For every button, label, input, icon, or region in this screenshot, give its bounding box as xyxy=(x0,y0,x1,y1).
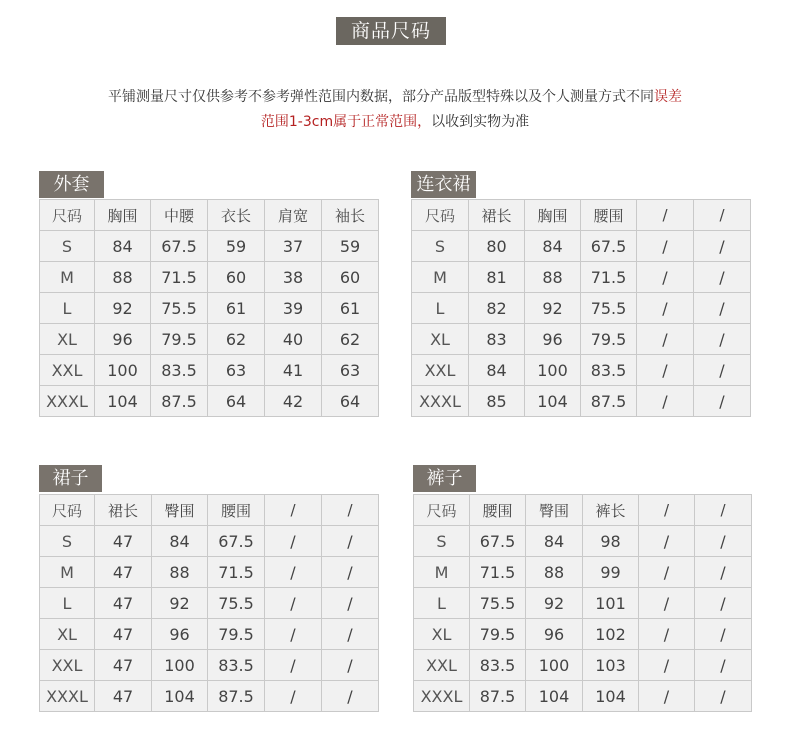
table-header-cell: 胸围 xyxy=(95,200,151,231)
notice-line-1 xyxy=(0,86,790,106)
table-cell: / xyxy=(322,681,379,712)
table-cell: XXL xyxy=(412,355,469,386)
table-header-cell: 腰围 xyxy=(581,200,637,231)
table-row xyxy=(414,557,752,588)
table-cell: 71.5 xyxy=(151,262,208,293)
table-cell: 99 xyxy=(583,557,639,588)
table-cell: / xyxy=(265,588,322,619)
table-row xyxy=(40,588,379,619)
table-cell: 96 xyxy=(152,619,208,650)
table-cell: 63 xyxy=(322,355,379,386)
table-row xyxy=(412,355,751,386)
table-cell: 47 xyxy=(95,681,152,712)
table-cell: / xyxy=(694,231,751,262)
table-cell: 67.5 xyxy=(581,231,637,262)
table-cell: S xyxy=(40,526,95,557)
table-cell: 87.5 xyxy=(208,681,265,712)
table-row xyxy=(412,262,751,293)
table-cell: 83.5 xyxy=(470,650,526,681)
table-cell: 79.5 xyxy=(151,324,208,355)
table-cell: S xyxy=(414,526,470,557)
table-cell: 83 xyxy=(469,324,525,355)
table-cell: 84 xyxy=(469,355,525,386)
table-row xyxy=(40,262,379,293)
table-cell: 64 xyxy=(322,386,379,417)
table-header-cell: 衣长 xyxy=(208,200,265,231)
table-cell: XXL xyxy=(414,650,470,681)
table-cell: L xyxy=(412,293,469,324)
table-cell: 104 xyxy=(95,386,151,417)
table-cell: / xyxy=(639,681,695,712)
table-cell: 96 xyxy=(95,324,151,355)
table-cell: XXXL xyxy=(40,681,95,712)
table-cell: / xyxy=(637,293,694,324)
table-cell: XL xyxy=(414,619,470,650)
table-cell: 61 xyxy=(322,293,379,324)
table-header-row xyxy=(412,200,751,231)
coat-size-table xyxy=(39,199,379,417)
table-cell: / xyxy=(322,619,379,650)
notice-highlight: 误差 xyxy=(654,89,682,105)
table-cell: M xyxy=(40,557,95,588)
table-cell: / xyxy=(265,619,322,650)
table-cell: XL xyxy=(40,619,95,650)
table-cell: / xyxy=(637,355,694,386)
table-cell: 61 xyxy=(208,293,265,324)
table-cell: / xyxy=(637,324,694,355)
table-cell: 96 xyxy=(525,324,581,355)
table-row xyxy=(40,526,379,557)
table-cell: 104 xyxy=(526,681,583,712)
page-title: 商品尺码 xyxy=(336,17,446,45)
table-cell: 87.5 xyxy=(151,386,208,417)
table-cell: 83.5 xyxy=(151,355,208,386)
table-header-cell: 腰围 xyxy=(470,495,526,526)
table-cell: 92 xyxy=(95,293,151,324)
table-cell: 62 xyxy=(208,324,265,355)
table-cell: 87.5 xyxy=(581,386,637,417)
table-cell: 75.5 xyxy=(470,588,526,619)
table-header-cell: 胸围 xyxy=(525,200,581,231)
table-cell: 100 xyxy=(152,650,208,681)
table-cell: / xyxy=(637,262,694,293)
table-row xyxy=(412,231,751,262)
table-cell: 41 xyxy=(265,355,322,386)
table-cell: / xyxy=(322,650,379,681)
table-cell: / xyxy=(265,526,322,557)
table-cell: L xyxy=(40,293,95,324)
table-cell: 100 xyxy=(525,355,581,386)
table-header-cell: 尺码 xyxy=(40,200,95,231)
table-row xyxy=(414,650,752,681)
table-header-cell: / xyxy=(639,495,695,526)
table-cell: 59 xyxy=(208,231,265,262)
table-cell: 85 xyxy=(469,386,525,417)
table-cell: 47 xyxy=(95,650,152,681)
table-cell: 88 xyxy=(152,557,208,588)
table-cell: / xyxy=(694,293,751,324)
table-cell: 88 xyxy=(525,262,581,293)
table-cell: 100 xyxy=(526,650,583,681)
table-cell: / xyxy=(694,355,751,386)
skirt-size-table xyxy=(39,494,379,712)
pants-size-table xyxy=(413,494,752,712)
table-cell: 96 xyxy=(526,619,583,650)
table-cell: / xyxy=(695,588,752,619)
table-header-cell: / xyxy=(695,495,752,526)
table-cell: S xyxy=(40,231,95,262)
dress-label: 连衣裙 xyxy=(411,171,476,198)
table-cell: 79.5 xyxy=(208,619,265,650)
notice-text: 以收到实物为准 xyxy=(431,114,530,130)
table-cell: 75.5 xyxy=(151,293,208,324)
table-header-cell: / xyxy=(265,495,322,526)
table-cell: 47 xyxy=(95,619,152,650)
table-header-row xyxy=(414,495,752,526)
table-row xyxy=(412,293,751,324)
table-cell: L xyxy=(40,588,95,619)
table-cell: / xyxy=(265,650,322,681)
table-cell: 83.5 xyxy=(581,355,637,386)
table-cell: 38 xyxy=(265,262,322,293)
table-cell: 71.5 xyxy=(208,557,265,588)
table-cell: XXXL xyxy=(412,386,469,417)
table-row xyxy=(40,681,379,712)
table-cell: 71.5 xyxy=(581,262,637,293)
table-cell: 80 xyxy=(469,231,525,262)
dress-size-table xyxy=(411,199,751,417)
table-cell: 92 xyxy=(152,588,208,619)
table-cell: 87.5 xyxy=(470,681,526,712)
table-cell: 39 xyxy=(265,293,322,324)
table-cell: / xyxy=(639,557,695,588)
table-cell: XXXL xyxy=(40,386,95,417)
table-header-row xyxy=(40,495,379,526)
table-cell: S xyxy=(412,231,469,262)
table-cell: 84 xyxy=(95,231,151,262)
table-cell: 83.5 xyxy=(208,650,265,681)
table-cell: 102 xyxy=(583,619,639,650)
table-row xyxy=(40,355,379,386)
table-row xyxy=(414,526,752,557)
table-cell: / xyxy=(637,231,694,262)
table-cell: 84 xyxy=(525,231,581,262)
skirt-label: 裙子 xyxy=(39,465,102,492)
table-row xyxy=(40,650,379,681)
table-row xyxy=(40,386,379,417)
table-cell: 63 xyxy=(208,355,265,386)
notice-line-2 xyxy=(0,111,790,131)
table-cell: 37 xyxy=(265,231,322,262)
table-cell: 60 xyxy=(322,262,379,293)
table-cell: / xyxy=(322,557,379,588)
table-cell: / xyxy=(265,681,322,712)
table-cell: 98 xyxy=(583,526,639,557)
table-row xyxy=(414,681,752,712)
table-cell: 71.5 xyxy=(470,557,526,588)
table-cell: 47 xyxy=(95,557,152,588)
table-cell: 104 xyxy=(525,386,581,417)
table-cell: XL xyxy=(412,324,469,355)
table-cell: / xyxy=(322,588,379,619)
table-header-cell: 裙长 xyxy=(469,200,525,231)
table-cell: 64 xyxy=(208,386,265,417)
table-row xyxy=(40,231,379,262)
table-cell: XL xyxy=(40,324,95,355)
table-cell: / xyxy=(694,262,751,293)
table-cell: XXL xyxy=(40,650,95,681)
table-cell: / xyxy=(639,588,695,619)
table-cell: 101 xyxy=(583,588,639,619)
notice-text: 平铺测量尺寸仅供参考不参考弹性范围内数据，部分产品版型特殊以及个人测量方式不同 xyxy=(108,89,654,105)
table-cell: XXL xyxy=(40,355,95,386)
table-cell: / xyxy=(695,681,752,712)
table-row xyxy=(40,293,379,324)
table-row xyxy=(412,386,751,417)
table-cell: / xyxy=(639,526,695,557)
table-cell: 92 xyxy=(526,588,583,619)
table-cell: 104 xyxy=(583,681,639,712)
table-header-cell: 裙长 xyxy=(95,495,152,526)
table-cell: / xyxy=(639,650,695,681)
table-row xyxy=(412,324,751,355)
table-header-cell: / xyxy=(322,495,379,526)
table-header-cell: 臀围 xyxy=(526,495,583,526)
table-cell: M xyxy=(40,262,95,293)
table-cell: 47 xyxy=(95,526,152,557)
pants-label: 裤子 xyxy=(413,465,476,492)
table-cell: / xyxy=(695,526,752,557)
notice-highlight: 范围1-3cm属于正常范围， xyxy=(260,114,432,130)
table-cell: 88 xyxy=(526,557,583,588)
table-header-cell: 尺码 xyxy=(40,495,95,526)
table-cell: / xyxy=(695,557,752,588)
table-row xyxy=(40,619,379,650)
table-header-cell: 腰围 xyxy=(208,495,265,526)
table-cell: 62 xyxy=(322,324,379,355)
table-cell: 67.5 xyxy=(470,526,526,557)
table-cell: M xyxy=(414,557,470,588)
table-cell: XXXL xyxy=(414,681,470,712)
table-header-cell: / xyxy=(694,200,751,231)
table-cell: M xyxy=(412,262,469,293)
table-row xyxy=(414,619,752,650)
table-cell: / xyxy=(695,619,752,650)
table-cell: / xyxy=(695,650,752,681)
table-cell: 79.5 xyxy=(581,324,637,355)
table-cell: 47 xyxy=(95,588,152,619)
table-cell: 40 xyxy=(265,324,322,355)
table-cell: 67.5 xyxy=(151,231,208,262)
table-cell: 104 xyxy=(152,681,208,712)
table-cell: 79.5 xyxy=(470,619,526,650)
table-header-cell: 裤长 xyxy=(583,495,639,526)
table-row xyxy=(414,588,752,619)
table-cell: 75.5 xyxy=(208,588,265,619)
table-cell: / xyxy=(637,386,694,417)
table-cell: / xyxy=(265,557,322,588)
coat-label: 外套 xyxy=(39,171,104,198)
table-cell: / xyxy=(694,386,751,417)
table-cell: / xyxy=(322,526,379,557)
table-header-cell: 臀围 xyxy=(152,495,208,526)
table-cell: 59 xyxy=(322,231,379,262)
table-header-cell: 中腰 xyxy=(151,200,208,231)
table-cell: 84 xyxy=(152,526,208,557)
table-cell: 67.5 xyxy=(208,526,265,557)
table-cell: 60 xyxy=(208,262,265,293)
table-cell: 88 xyxy=(95,262,151,293)
table-header-cell: / xyxy=(637,200,694,231)
table-cell: / xyxy=(694,324,751,355)
table-row xyxy=(40,557,379,588)
table-cell: 75.5 xyxy=(581,293,637,324)
table-header-cell: 袖长 xyxy=(322,200,379,231)
table-cell: L xyxy=(414,588,470,619)
table-header-cell: 肩宽 xyxy=(265,200,322,231)
table-cell: 92 xyxy=(525,293,581,324)
table-cell: 84 xyxy=(526,526,583,557)
table-header-cell: 尺码 xyxy=(412,200,469,231)
table-row xyxy=(40,324,379,355)
table-header-row xyxy=(40,200,379,231)
table-header-cell: 尺码 xyxy=(414,495,470,526)
table-cell: 42 xyxy=(265,386,322,417)
table-cell: 81 xyxy=(469,262,525,293)
table-cell: 103 xyxy=(583,650,639,681)
table-cell: 100 xyxy=(95,355,151,386)
table-cell: 82 xyxy=(469,293,525,324)
table-cell: / xyxy=(639,619,695,650)
